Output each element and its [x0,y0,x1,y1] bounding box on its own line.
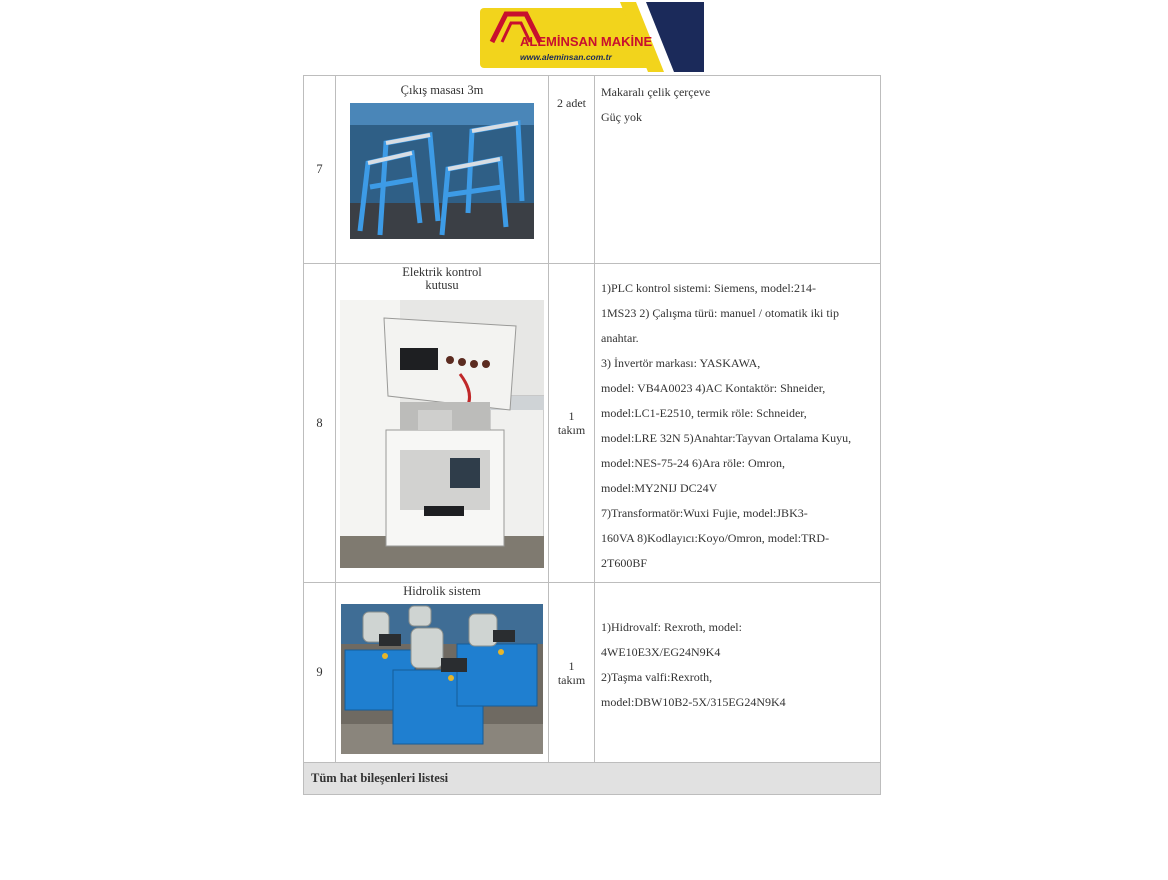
desc-line: Güç yok [601,110,642,124]
description-cell [595,583,881,763]
table-row [304,264,881,583]
quantity-cell [549,76,595,264]
desc-line: anahtar. [601,331,639,345]
company-logo [480,2,704,72]
table-row [304,76,881,264]
quantity-cell [549,583,595,763]
desc-line: 2T600BF [601,556,648,570]
desc-line: 2)Taşma valfi:Rexroth, [601,670,713,684]
item-cell [336,583,549,763]
row-number: 9 [304,583,336,763]
desc-line: 1)PLC kontrol sistemi: Siemens, model:214- [601,281,816,295]
table-footer-label: Tüm hat bileşenleri listesi [304,763,881,795]
item-name-cont: kutusu [425,278,459,292]
table-row [304,583,881,763]
item-name: Hidrolik sistem [403,584,481,598]
logo-company-name: ALEMİNSAN MAKİNE [520,34,653,49]
desc-line: model:LRE 32N 5)Anahtar:Tayvan Ortalama Kuyu, [601,431,852,445]
control-cabinet-photo [340,300,544,568]
table-footer-row [304,763,881,795]
quantity: 1 [568,409,575,423]
desc-line: 3) İnvertör markası: YASKAWA, [601,356,761,370]
desc-line: 7)Transformatör:Wuxi Fujie, model:JBK3- [601,506,808,520]
desc-line: model: VB4A0023 4)AC Kontaktör: Shneider, [601,381,826,395]
desc-line: 1MS23 2) Çalışma türü: manuel / otomatik iki tip [601,306,839,320]
quantity-unit: takım [557,672,586,687]
item-name: Çıkış masası 3m [400,83,484,97]
desc-line: 4WE10E3X/EG24N9K4 [601,645,721,659]
roller-table-photo [350,103,534,239]
description-cell [595,76,881,264]
logo-website: www.aleminsan.com.tr [520,52,612,62]
quantity: 2 adet [557,96,586,110]
quantity: 1 [568,658,575,673]
row-number: 7 [304,76,336,264]
desc-line: 160VA 8)Kodlayıcı:Koyo/Omron, model:TRD- [601,531,830,545]
item-cell [336,76,549,264]
desc-line: model:MY2NIJ DC24V [601,481,718,495]
item-name: Elektrik kontrol [402,265,482,279]
desc-line: model:DBW10B2-5X/315EG24N9K4 [601,695,786,709]
quantity-cell [549,264,595,583]
quantity-unit: takım [557,423,586,437]
desc-line: 1)Hidrovalf: Rexroth, model: [601,620,742,634]
desc-line: Makaralı çelik çerçeve [601,85,711,99]
components-table [303,75,881,795]
hydraulic-unit-photo [341,604,543,754]
item-cell [336,264,549,583]
description-cell [595,264,881,583]
desc-line: model:NES-75-24 6)Ara röle: Omron, [601,456,785,470]
row-number: 8 [304,264,336,583]
desc-line: model:LC1-E2510, termik röle: Schneider, [601,406,807,420]
